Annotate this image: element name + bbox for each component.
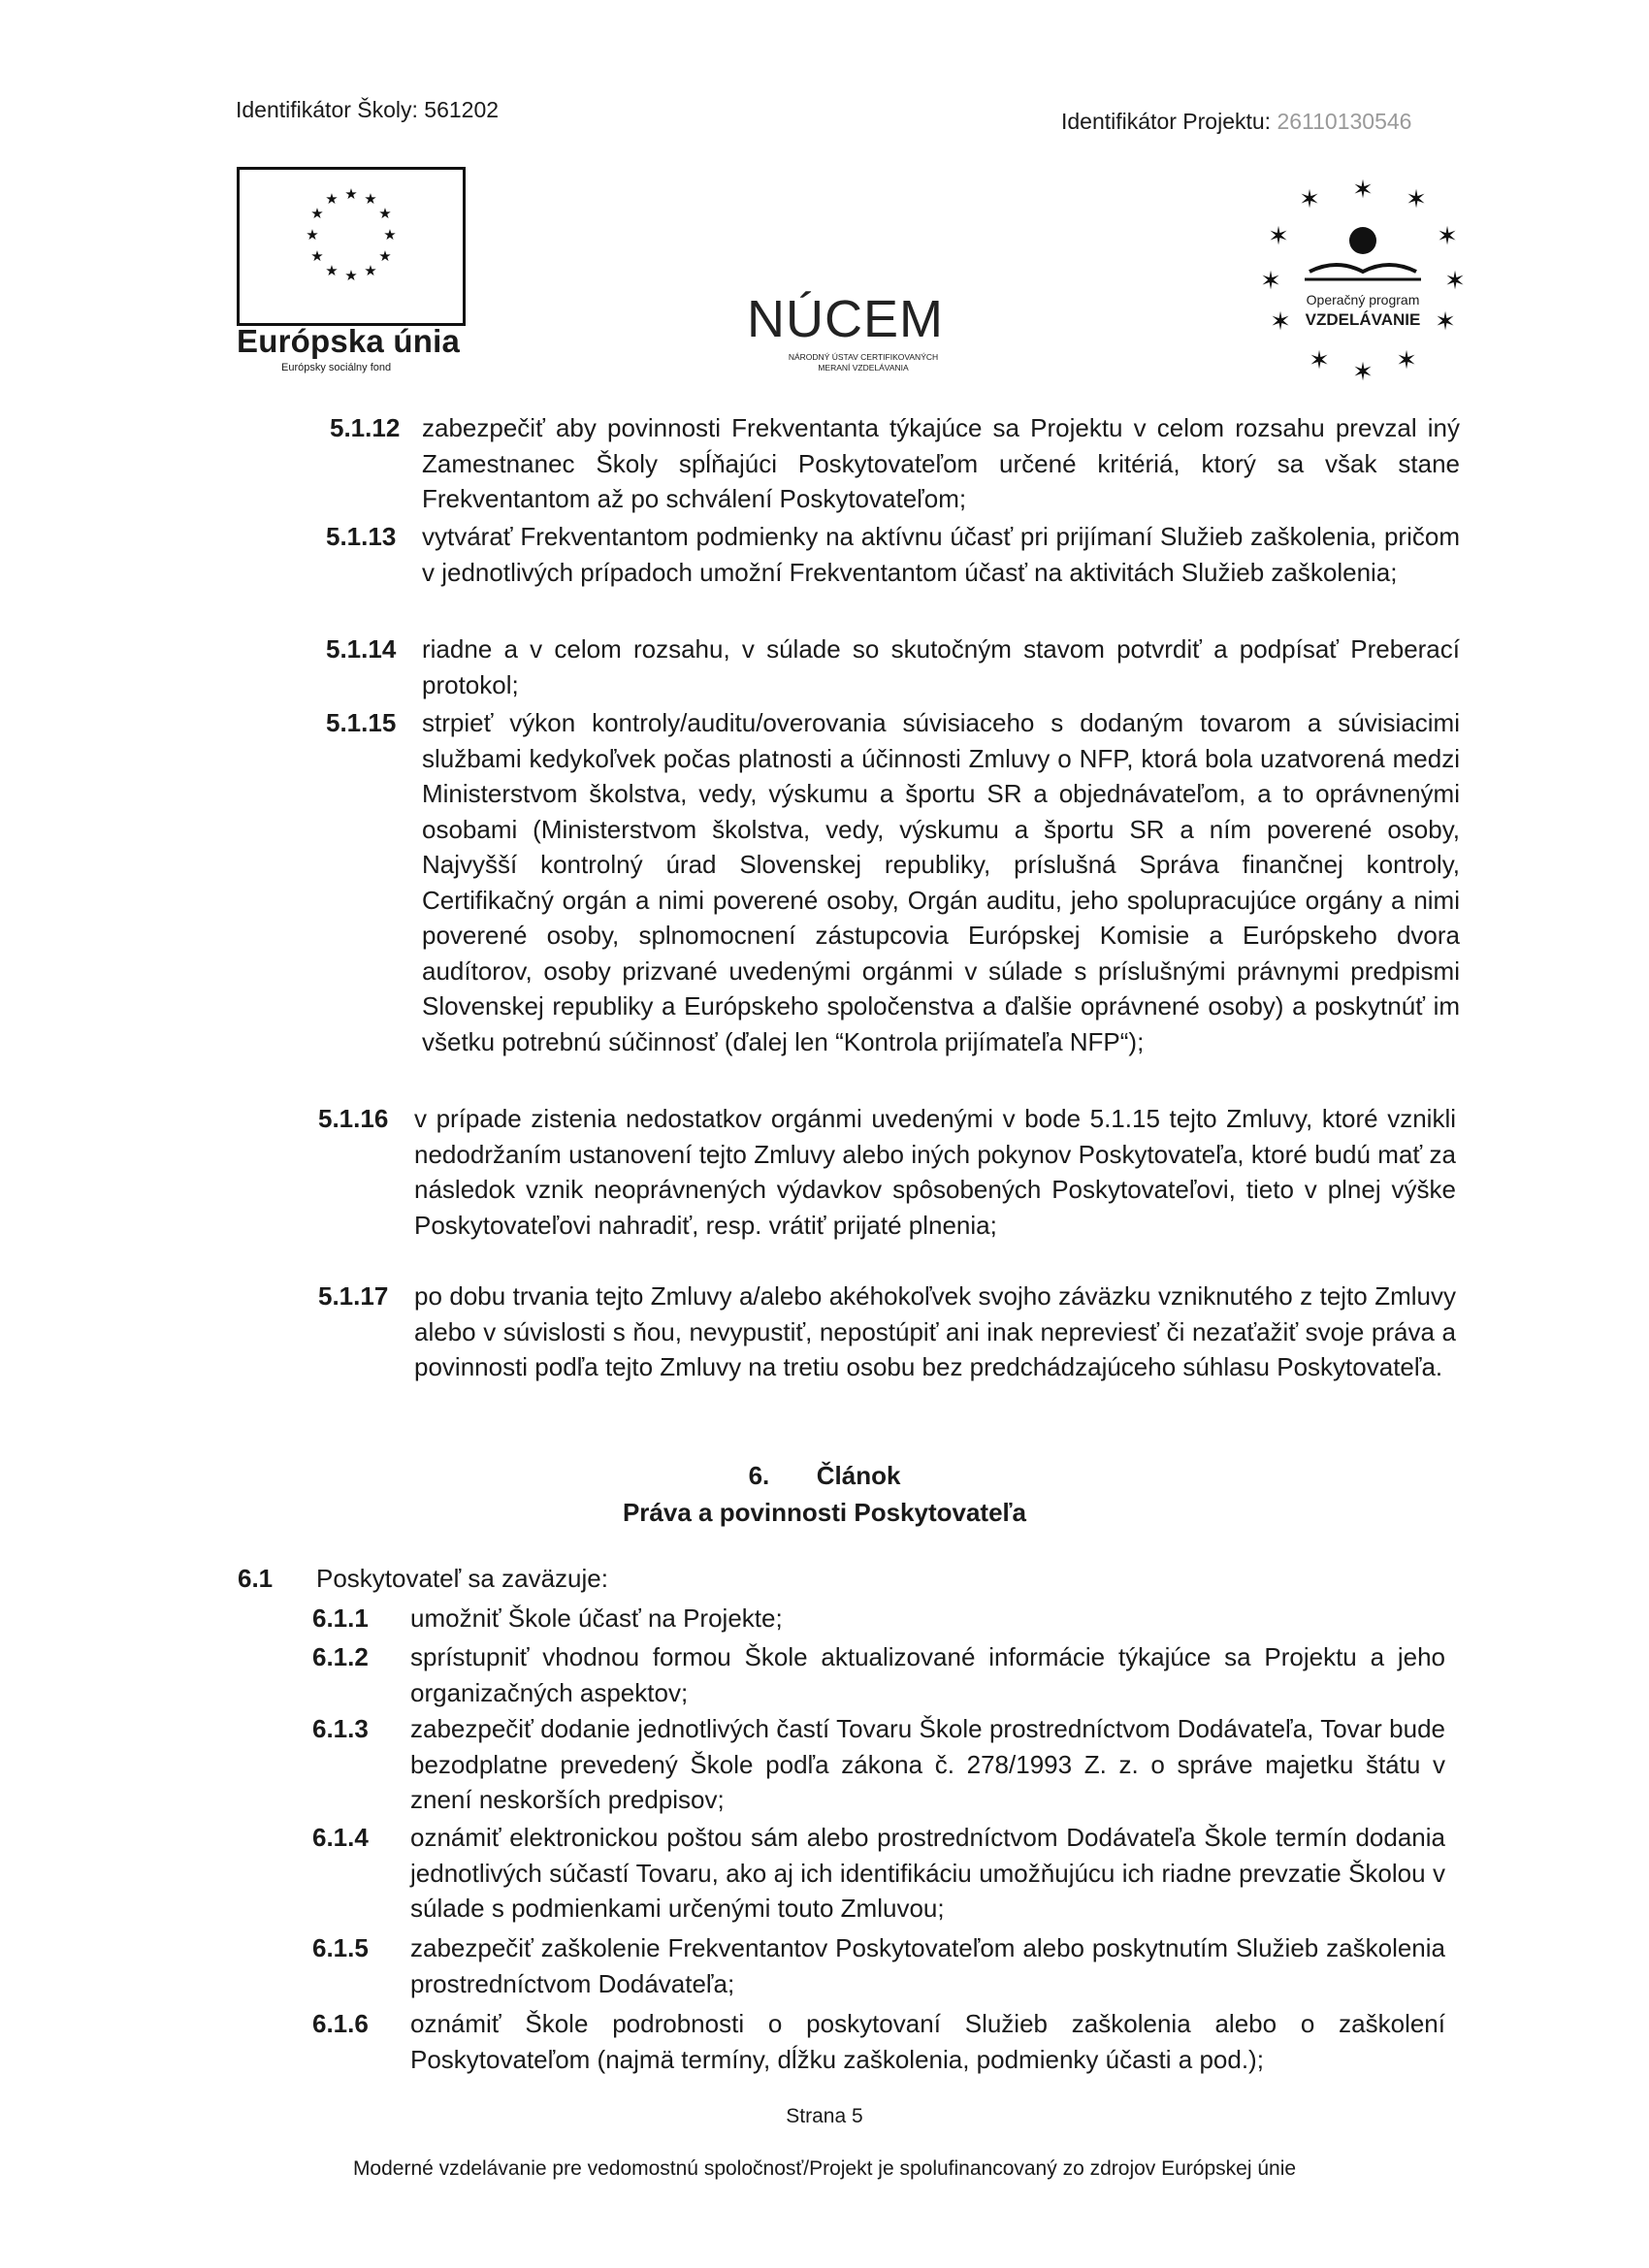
clause-text: v prípade zistenia nedostatkov orgánmi uvedenými v bode 5.1.15 tejto Zmluvy, ktoré vznikli nedodržaním ustanovení tejto Zmluvy alebo iných pokynov Poskytovateľa, ktoré budú mať za následok vznik neoprávnených výdavkov spôsobených Poskytovateľovi, tieto v plnej výške Poskytovateľovi nahradiť, resp. vrátiť prijaté plnenia; (414, 1104, 1456, 1240)
svg-text:✶: ✶ (1268, 222, 1289, 251)
svg-text:★: ★ (378, 205, 392, 222)
svg-text:✶: ✶ (1435, 308, 1456, 337)
article-label: Článok (816, 1461, 901, 1490)
eu-logo-label: Európska únia (237, 323, 460, 359)
clause-number: 6.1.2 (312, 1642, 369, 1671)
svg-text:★: ★ (364, 262, 377, 279)
school-identifier: Identifikátor Školy: 561202 (236, 97, 500, 122)
svg-text:★: ★ (325, 262, 339, 279)
clause-text: oznámiť Škole podrobnosti o poskytovaní Služieb zaškolenia alebo o zaškolení Poskytovateľom (najmä termíny, dĺžku zaškolenia, podmienky účasti a pod.); (410, 2009, 1445, 2074)
clause-number: 6.1.1 (312, 1604, 369, 1633)
operacny-program-logo-icon (1251, 175, 1474, 388)
svg-text:★: ★ (310, 205, 324, 222)
eu-logo-sublabel: Európsky sociálny fond (281, 362, 392, 373)
svg-text:★: ★ (383, 226, 397, 243)
clause-text: zabezpečiť zaškolenie Frekventantov Poskytovateľom alebo poskytnutím Služieb zaškolenia prostredníctvom Dodávateľa; (410, 1933, 1445, 1998)
clause-text: oznámiť elektronickou poštou sám alebo prostredníctvom Dodávateľa Škole termín dodania jednotlivých súčastí Tovaru, ako aj ich identifikáciu umožňujúcu ich riadne prevzatie Školou v súlade s podmienkami určenými touto Zmluvou; (410, 1823, 1445, 1923)
clause-number: 5.1.12 (330, 413, 401, 442)
clause-number: 5.1.17 (318, 1281, 389, 1311)
svg-text:✶: ✶ (1299, 185, 1320, 214)
clause-text: zabezpečiť aby povinnosti Frekventanta týkajúce sa Projektu v celom rozsahu prevzal iný Zamestnanec Školy spĺňajúci Poskytovateľom určené kritériá, ktorý sa však stane Frekventantom až po schválení Poskytovateľom; (422, 413, 1460, 513)
op-logo-line-1: Operačný program (1306, 292, 1420, 308)
svg-text:✶: ✶ (1270, 308, 1291, 337)
nucem-logo: NÚCEM (747, 290, 944, 348)
clause-number: 5.1.15 (326, 708, 397, 737)
svg-text:★: ★ (344, 185, 358, 203)
project-id-label: Identifikátor Projektu: (1061, 109, 1272, 134)
svg-text:✶: ✶ (1406, 185, 1427, 214)
clause-number: 6.1.3 (312, 1714, 369, 1743)
eu-flag-logo (237, 167, 466, 326)
svg-text:★: ★ (344, 267, 358, 284)
clause-text: vytvárať Frekventantom podmienky na aktívnu účasť pri prijímaní Služieb zaškolenia, pričom v jednotlivých prípadoch umožní Frekventantom účasť na aktivitách Služieb zaškolenia; (422, 522, 1460, 587)
svg-text:✶: ✶ (1352, 176, 1374, 205)
svg-text:★: ★ (364, 190, 377, 208)
nucem-logo-sublabel (752, 352, 975, 373)
page-number: Strana 5 (786, 2105, 863, 2127)
clause-number: 6.1.6 (312, 2009, 369, 2038)
section-intro: Poskytovateľ sa zaväzuje: (316, 1564, 608, 1593)
clause-number: 5.1.13 (326, 522, 397, 551)
svg-text:✶: ✶ (1352, 358, 1374, 387)
footer-note: Moderné vzdelávanie pre vedomostnú spoločnosť/Projekt je spolufinancovaný zo zdrojov Európskej únie (352, 2157, 1297, 2180)
nucem-sub-line-1: NÁRODNÝ ÚSTAV CERTIFIKOVANÝCH (788, 352, 939, 362)
clause-number: 5.1.16 (318, 1104, 389, 1133)
svg-text:★: ★ (306, 226, 319, 243)
svg-text:✶: ✶ (1260, 267, 1281, 296)
clause-text: zabezpečiť dodanie jednotlivých častí Tovaru Škole prostredníctvom Dodávateľa, Tovar bude bezodplatne prevedený Škole podľa zákona č. 278/1993 Z. z. o správe majetku štátu v znení neskorších predpisov; (410, 1714, 1445, 1814)
article-number: 6. (748, 1461, 770, 1490)
svg-text:✶: ✶ (1444, 267, 1466, 296)
svg-text:★: ★ (325, 190, 339, 208)
clause-text: po dobu trvania tejto Zmluvy a/alebo akéhokoľvek svojho záväzku vzniknutého z tejto Zmluvy alebo v súvislosti s ňou, nevypustiť, nepostúpiť ani inak nepreviesť či nezaťažiť svoje práva a povinnosti podľa tejto Zmluvy na tretiu osobu bez predchádzajúceho súhlasu Poskytovateľa. (414, 1281, 1456, 1381)
svg-text:✶: ✶ (1309, 346, 1330, 375)
article-title: Práva a povinnosti Poskytovateľa (622, 1498, 1027, 1527)
clause-text: riadne a v celom rozsahu, v súlade so skutočným stavom potvrdiť a podpísať Preberací protokol; (422, 634, 1460, 699)
svg-text:★: ★ (310, 247, 324, 265)
clause-text: sprístupniť vhodnou formou Škole aktualizované informácie týkajúce sa Projektu a jeho organizačných aspektov; (410, 1642, 1445, 1707)
clause-number: 5.1.14 (326, 634, 397, 664)
section-number: 6.1 (238, 1564, 274, 1593)
svg-text:★: ★ (378, 247, 392, 265)
nucem-sub-line-2: MERANÍ VZDELÁVANIA (818, 363, 909, 373)
clause-number: 6.1.4 (312, 1823, 369, 1852)
clause-text: umožniť Škole účasť na Projekte; (410, 1604, 783, 1633)
svg-text:✶: ✶ (1437, 222, 1458, 251)
clause-number: 6.1.5 (312, 1933, 369, 1962)
project-identifier (1061, 109, 1411, 135)
eu-stars-icon (240, 170, 463, 323)
op-logo-line-2: VZDELÁVANIE (1305, 310, 1421, 329)
clause-text: strpieť výkon kontroly/auditu/overovania súvisiaceho s dodaným tovarom a súvisiacimi službami kedykoľvek počas platnosti a účinnosti Zmluvy o NFP, ktorá bola uzatvorená medzi Ministerstvom školstva, vedy, výskumu a športu SR a objednávateľom, a to oprávnenými osobami (Ministerstvom školstva, vedy, výskumu a športu SR a ním poverené osoby, Najvyšší kontrolný úrad Slovenskej republiky, príslušná Správa finančnej kontroly, Certifikačný orgán a nimi poverené osoby, Orgán auditu, jeho spolupracujúce orgány a nimi poverené osoby, splnomocnení zástupcovia Európskej Komisie a Európskeho dvora audítorov, osoby prizvané uvedenými orgánmi v súlade s príslušnými právnymi predpismi Slovenskej republiky a Európskeho spoločenstva a ďalšie oprávnené osoby) a poskytnúť im všetku potrebnú súčinnosť (ďalej len “Kontrola prijímateľa NFP“); (422, 708, 1460, 1056)
project-id-value: 26110130546 (1277, 109, 1412, 134)
svg-text:✶: ✶ (1396, 346, 1417, 375)
article-heading (0, 1461, 1649, 1491)
